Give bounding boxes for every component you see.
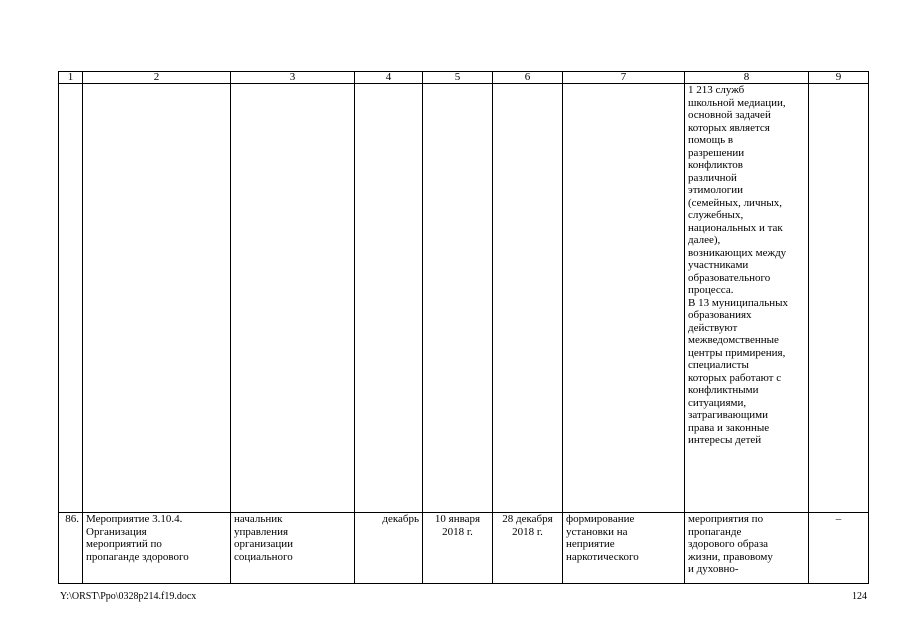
cell-end	[493, 84, 563, 513]
cell-note	[809, 84, 869, 513]
footer-page-number: 124	[852, 591, 867, 602]
header-col-5: 5	[423, 72, 493, 84]
cell-end: 28 декабря 2018 г.	[493, 513, 563, 584]
header-col-8: 8	[685, 72, 809, 84]
cell-period	[355, 84, 423, 513]
header-col-7: 7	[563, 72, 685, 84]
header-col-3: 3	[231, 72, 355, 84]
cell-responsible	[231, 84, 355, 513]
cell-result: формирование установки на неприятие наркотического	[563, 513, 685, 584]
cell-actual: 1 213 служб школьной медиации, основной задачей которых является помощь в разрешении конфликтов различной этимологии (семейных, личных, служебных, национальных и так далее), возникающих между участниками образовательного процесса. В 13 муниципальных образованиях действуют межведомственные центры примирения, специалисты которых работают с конфликтными ситуациями, затрагивающими права и законные интересы детей	[685, 84, 809, 513]
footer-file-path: Y:\ORST\Ppo\0328p214.f19.docx	[60, 591, 197, 602]
header-col-9: 9	[809, 72, 869, 84]
data-table	[58, 71, 869, 584]
header-row	[59, 72, 869, 84]
cell-event: Мероприятие 3.10.4. Организация мероприятий по пропаганде здорового	[83, 513, 231, 584]
table-row-continued	[59, 84, 869, 513]
cell-start	[423, 84, 493, 513]
cell-num: 86.	[59, 513, 83, 584]
table-row-86	[59, 513, 869, 584]
cell-actual: мероприятия по пропаганде здорового образа жизни, правовому и духовно-	[685, 513, 809, 584]
header-col-2: 2	[83, 72, 231, 84]
cell-num	[59, 84, 83, 513]
cell-note: –	[809, 513, 869, 584]
cell-start: 10 января 2018 г.	[423, 513, 493, 584]
header-col-6: 6	[493, 72, 563, 84]
cell-responsible: начальник управления организации социального	[231, 513, 355, 584]
cell-period: декабрь	[355, 513, 423, 584]
header-col-4: 4	[355, 72, 423, 84]
header-col-1: 1	[59, 72, 83, 84]
cell-event	[83, 84, 231, 513]
cell-result	[563, 84, 685, 513]
